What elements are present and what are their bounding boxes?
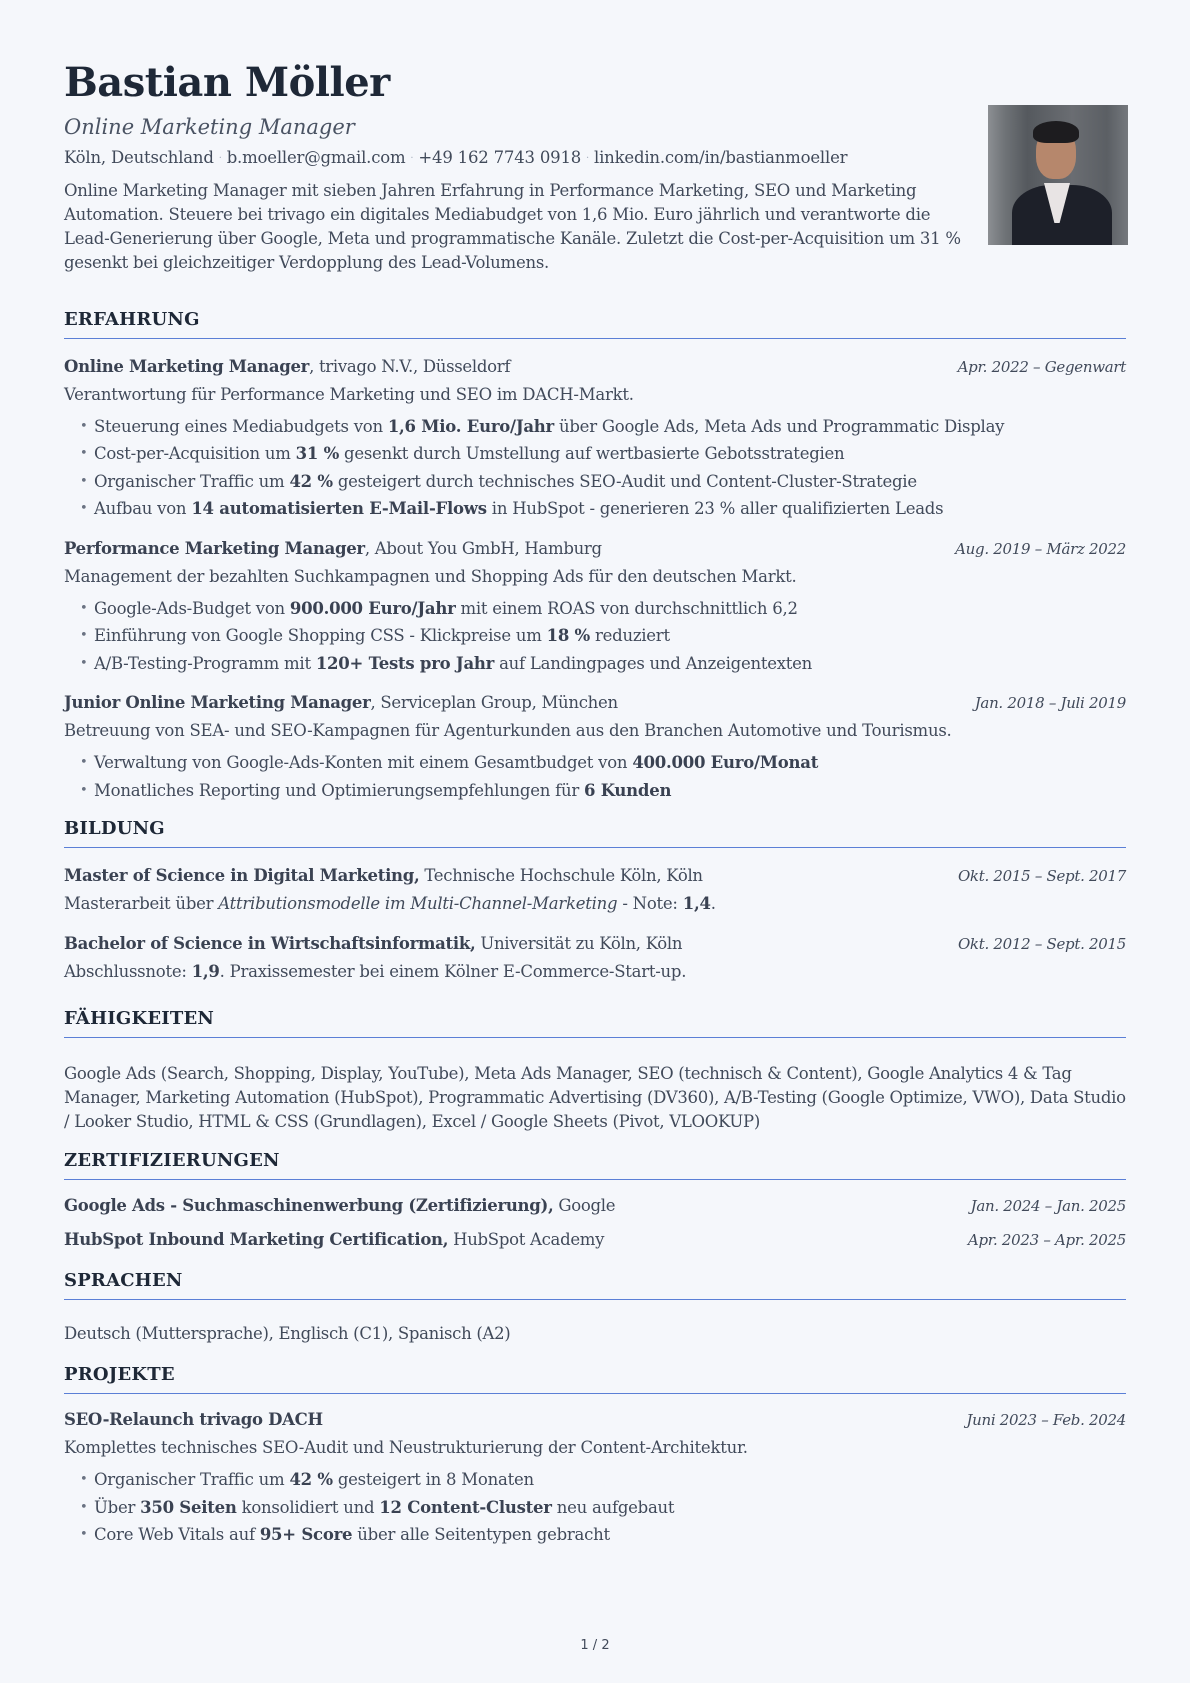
bullet-item: • Core Web Vitals auf 95+ Score über alle Seitentypen gebracht [80,1521,1126,1549]
date-range: Aug. 2019 – März 2022 [955,539,1126,558]
contact-email[interactable]: b.moeller@gmail.com [226,148,406,167]
contact-location: Köln, Deutschland [64,148,214,167]
certification-entry [64,1228,1126,1252]
bullet-item: • Monatliches Reporting und Optimierungsempfehlungen für 6 Kunden [80,777,1126,805]
date-range: Apr. 2022 – Gegenwart [957,357,1126,376]
entry-title [64,355,510,379]
certification-entry [64,1194,1126,1218]
photo-hair [1033,121,1079,143]
entry-title [64,691,618,715]
entry-title [64,537,602,561]
entry-description: Management der bezahlten Suchkampagnen und Shopping Ads für den deutschen Markt. [64,566,797,586]
section-title: SPRACHEN [64,1270,1126,1300]
section-languages [64,1270,1126,1346]
bullet-item: • Verwaltung von Google-Ads-Konten mit einem Gesamtbudget von 400.000 Euro/Monat [80,749,1126,777]
bullet-item: • Einführung von Google Shopping CSS - Klickpreise um 18 % reduziert [80,622,1126,650]
experience-entry [64,537,1126,678]
candidate-role: Online Marketing Manager [64,115,355,139]
page-number: 1 / 2 [580,1638,610,1653]
bullet-list [64,1466,1126,1549]
header [64,60,1126,275]
resume-page [64,60,1126,1549]
separator: · [586,152,590,164]
bullet-item: • Organischer Traffic um 42 % gesteigert in 8 Monaten [80,1466,1126,1494]
school: Technische Hochschule Köln, Köln [419,866,703,885]
education-entry [64,932,1126,984]
section-experience [64,309,1126,805]
position: Junior Online Marketing Manager [64,693,371,712]
contact-phone[interactable]: +49 162 7743 0918 [418,148,582,167]
profile-photo [988,105,1128,245]
cert-issuer: HubSpot Academy [448,1230,605,1249]
entry-title [64,1408,323,1432]
company: , About You GmbH, Hamburg [364,538,602,558]
date-range: Okt. 2012 – Sept. 2015 [957,935,1126,953]
bullet-item: • Google-Ads-Budget von 900.000 Euro/Jahr mit einem ROAS von durchschnittlich 6,2 [80,595,1126,623]
contact-line [64,146,1126,171]
bullet-list [64,749,1126,804]
separator: · [218,152,222,164]
section-title: ZERTIFIZIERUNGEN [64,1150,1126,1180]
date-range: Juni 2023 – Feb. 2024 [966,1411,1126,1429]
candidate-name: Bastian Möller [64,59,390,106]
section-skills [64,1008,1126,1134]
date-range: Okt. 2015 – Sept. 2017 [957,867,1126,885]
cert-name: HubSpot Inbound Marketing Certification, [64,1230,449,1249]
position: Online Marketing Manager [64,356,310,376]
entry-description: Masterarbeit über Attributionsmodelle im Multi-Channel-Marketing - Note: 1,4. [64,894,716,913]
bullet-item: • Organischer Traffic um 42 % gesteigert durch technisches SEO-Audit und Content-Cluster-Strategie [80,468,1126,496]
bullet-item: • Cost-per-Acquisition um 31 % gesenkt durch Umstellung auf wertbasierte Gebotsstrategien [80,440,1126,468]
entry-description: Abschlussnote: 1,9. Praxissemester bei einem Kölner E-Commerce-Start-up. [64,962,687,981]
bullet-item: • Über 350 Seiten konsolidiert und 12 Content-Cluster neu aufgebaut [80,1494,1126,1522]
company: , trivago N.V., Düsseldorf [309,356,511,376]
experience-entry [64,691,1126,804]
bullet-list [64,595,1126,678]
cert-name: Google Ads - Suchmaschinenwerbung (Zertifizierung), [64,1196,554,1215]
section-title: FÄHIGKEITEN [64,1008,1126,1038]
languages-text: Deutsch (Muttersprache), Englisch (C1), Spanisch (A2) [64,1324,511,1343]
education-entry [64,864,1126,916]
experience-entry [64,355,1126,523]
section-projects [64,1364,1126,1549]
date-range: Jan. 2024 – Jan. 2025 [970,1197,1126,1215]
section-certifications [64,1150,1126,1252]
section-title: ERFAHRUNG [64,309,1126,339]
position: Performance Marketing Manager [64,538,365,558]
cert-issuer: Google [553,1196,616,1215]
entry-description: Komplettes technisches SEO-Audit und Neustrukturierung der Content-Architektur. [64,1438,748,1457]
entry-description: Verantwortung für Performance Marketing und SEO im DACH-Markt. [64,384,634,404]
date-range: Apr. 2023 – Apr. 2025 [967,1231,1126,1249]
separator: · [410,152,414,164]
bullet-item: • Aufbau von 14 automatisierten E-Mail-Flows in HubSpot - generieren 23 % aller qualifizierten Leads [80,495,1126,523]
project-entry [64,1408,1126,1549]
bullet-item: • Steuerung eines Mediabudgets von 1,6 Mio. Euro/Jahr über Google Ads, Meta Ads und Programmatic Display [80,413,1126,441]
bullet-list [64,413,1126,523]
degree: Master of Science in Digital Marketing, [64,866,420,885]
profile-summary: Online Marketing Manager mit sieben Jahren Erfahrung in Performance Marketing, SEO und Marketing Automation. Steuere bei trivago ein digitales Mediabudget von 1,6 Mio. Euro jährlich und verantworte die Lead-Generierung über Google, Meta und programmatische Kanäle. Zuletzt die Cost-per-Acquisition um 31 % gesenkt bei gleichzeitiger Verdopplung des Lead-Volumens. [64,180,961,272]
degree: Bachelor of Science in Wirtschaftsinformatik, [64,934,476,953]
entry-title [64,1194,615,1218]
date-range: Jan. 2018 – Juli 2019 [974,694,1126,712]
skills-text: Google Ads (Search, Shopping, Display, YouTube), Meta Ads Manager, SEO (technisch & Content), Google Analytics 4 & Tag Manager, Marketing Automation (HubSpot), Programmatic Advertising (DV360), A/B-Testing (Google Optimize, VWO), Data Studio / Looker Studio, HTML & CSS (Grundlagen), Excel / Google Sheets (Pivot, VLOOKUP) [64,1064,1126,1131]
section-title: PROJEKTE [64,1364,1126,1394]
project-name: SEO-Relaunch trivago DACH [64,1410,323,1429]
section-education [64,818,1126,984]
entry-description: Betreuung von SEA- und SEO-Kampagnen für Agenturkunden aus den Branchen Automotive und Tourismus. [64,721,952,740]
school: Universität zu Köln, Köln [475,934,683,953]
entry-title [64,932,682,956]
section-title: BILDUNG [64,818,1126,848]
entry-title [64,864,703,888]
company: , Serviceplan Group, München [370,693,618,712]
bullet-item: • A/B-Testing-Programm mit 120+ Tests pro Jahr auf Landingpages und Anzeigentexten [80,650,1126,678]
contact-linkedin[interactable]: linkedin.com/in/bastianmoeller [594,148,848,167]
entry-title [64,1228,604,1252]
